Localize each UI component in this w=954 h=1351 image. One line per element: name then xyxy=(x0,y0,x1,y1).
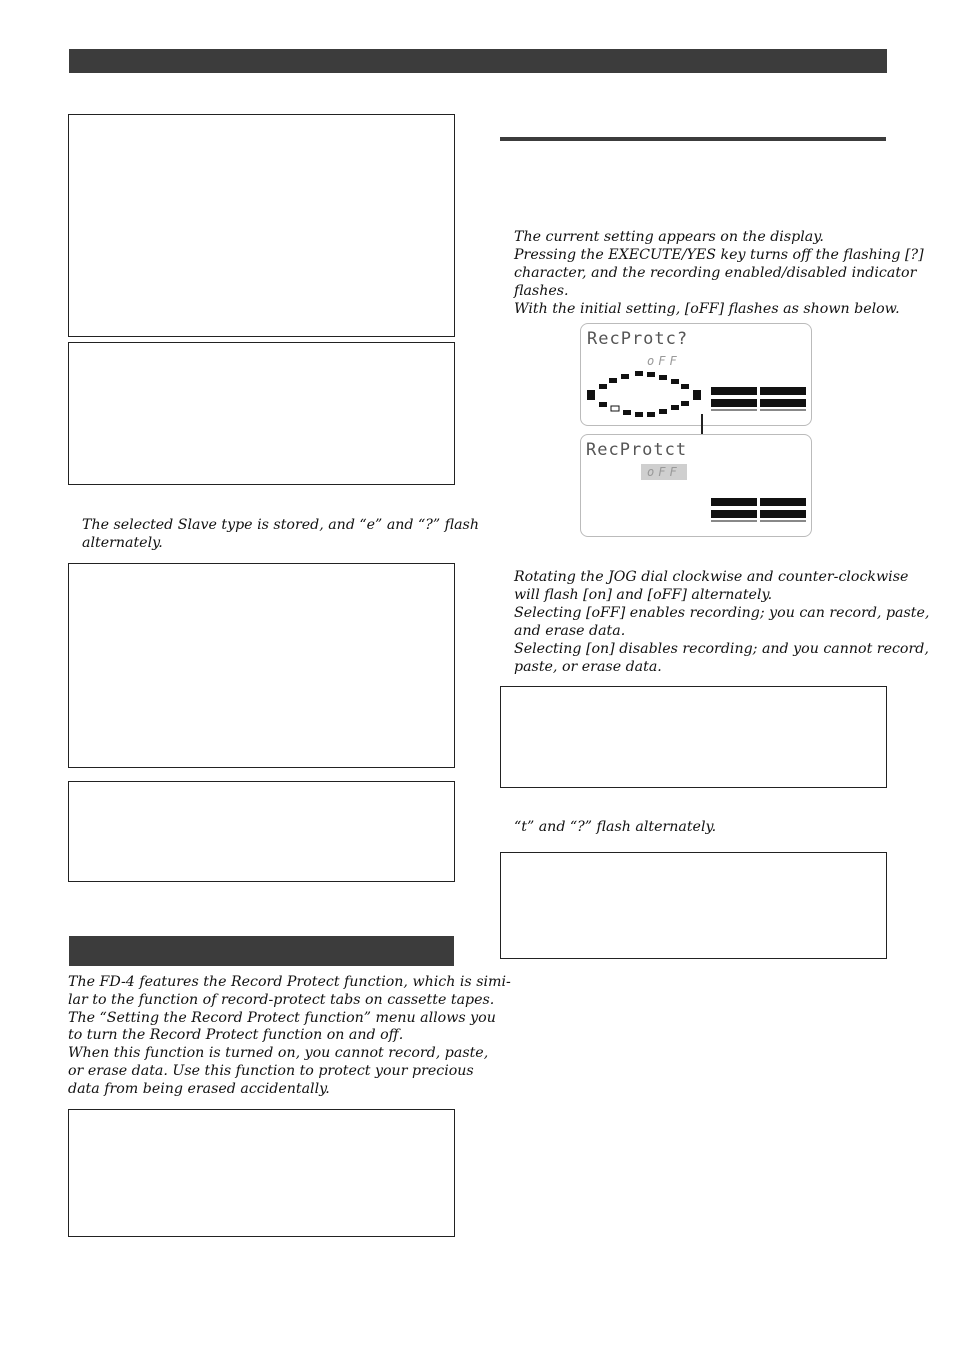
jog-dial-indicator-icon xyxy=(585,368,705,424)
procedure-step-box-2 xyxy=(68,342,455,485)
section-heading-bar xyxy=(69,936,454,966)
lcd-value-highlighted: oFF xyxy=(641,464,687,480)
current-setting-note xyxy=(514,228,924,318)
procedure-step-box-3 xyxy=(68,563,455,768)
intro-line: data from being erased accidentally. xyxy=(68,1080,330,1097)
lcd-value: oFF xyxy=(647,354,681,368)
level-meter-icon xyxy=(711,496,807,524)
intro-line: to turn the Record Protect function on and off. xyxy=(68,1027,404,1044)
note-line: character, and the recording enabled/disabled indicator xyxy=(514,265,917,281)
note-line: will flash [on] and [oFF] alternately. xyxy=(514,587,773,603)
intro-line: or erase data. Use this function to protect your precious xyxy=(68,1062,474,1079)
procedure-step-box-1 xyxy=(68,114,455,337)
lcd-title: RecProtc? xyxy=(587,329,689,349)
procedure-step-box-5 xyxy=(68,1109,455,1237)
flash-note xyxy=(514,818,716,836)
lcd-title: RecProtct xyxy=(586,440,688,460)
note-line: flashes. xyxy=(514,283,569,299)
note-line: “t” and “?” flash alternately. xyxy=(514,819,717,835)
note-line: With the initial setting, [oFF] flashes as shown below. xyxy=(514,301,900,317)
note-line: The current setting appears on the display. xyxy=(514,229,824,245)
jog-dial-note xyxy=(514,568,929,676)
note-line: Selecting [oFF] enables recording; you can record, paste, xyxy=(514,605,930,621)
lcd-display-1 xyxy=(580,323,812,426)
intro-line: When this function is turned on, you cannot record, paste, xyxy=(68,1045,489,1062)
slave-note-line: alternately. xyxy=(82,535,163,551)
note-line: Selecting [on] disables recording; and you cannot record, xyxy=(514,641,929,657)
procedure-step-box-7 xyxy=(500,852,887,959)
note-line: Rotating the JOG dial clockwise and counter-clockwise xyxy=(514,569,909,585)
intro-line: The FD-4 features the Record Protect function, which is simi- xyxy=(68,974,511,990)
procedure-step-box-4 xyxy=(68,781,455,882)
level-meter-icon xyxy=(711,385,807,413)
slave-type-note xyxy=(82,516,479,552)
procedure-step-box-6 xyxy=(500,686,887,788)
lcd-display-2 xyxy=(580,434,812,537)
intro-line: The “Setting the Record Protect function” menu allows you xyxy=(68,1009,496,1026)
note-line: Pressing the EXECUTE/YES key turns off the flashing [?] xyxy=(514,247,924,263)
note-line: paste, or erase data. xyxy=(514,659,662,675)
record-protect-intro xyxy=(68,974,511,1099)
note-line: and erase data. xyxy=(514,623,626,639)
page-header-bar xyxy=(69,49,887,73)
intro-line: lar to the function of record-protect tabs on cassette tapes. xyxy=(68,991,495,1008)
slave-note-line: The selected Slave type is stored, and “e” and “?” flash xyxy=(82,517,479,533)
section-title-rule xyxy=(500,137,886,141)
